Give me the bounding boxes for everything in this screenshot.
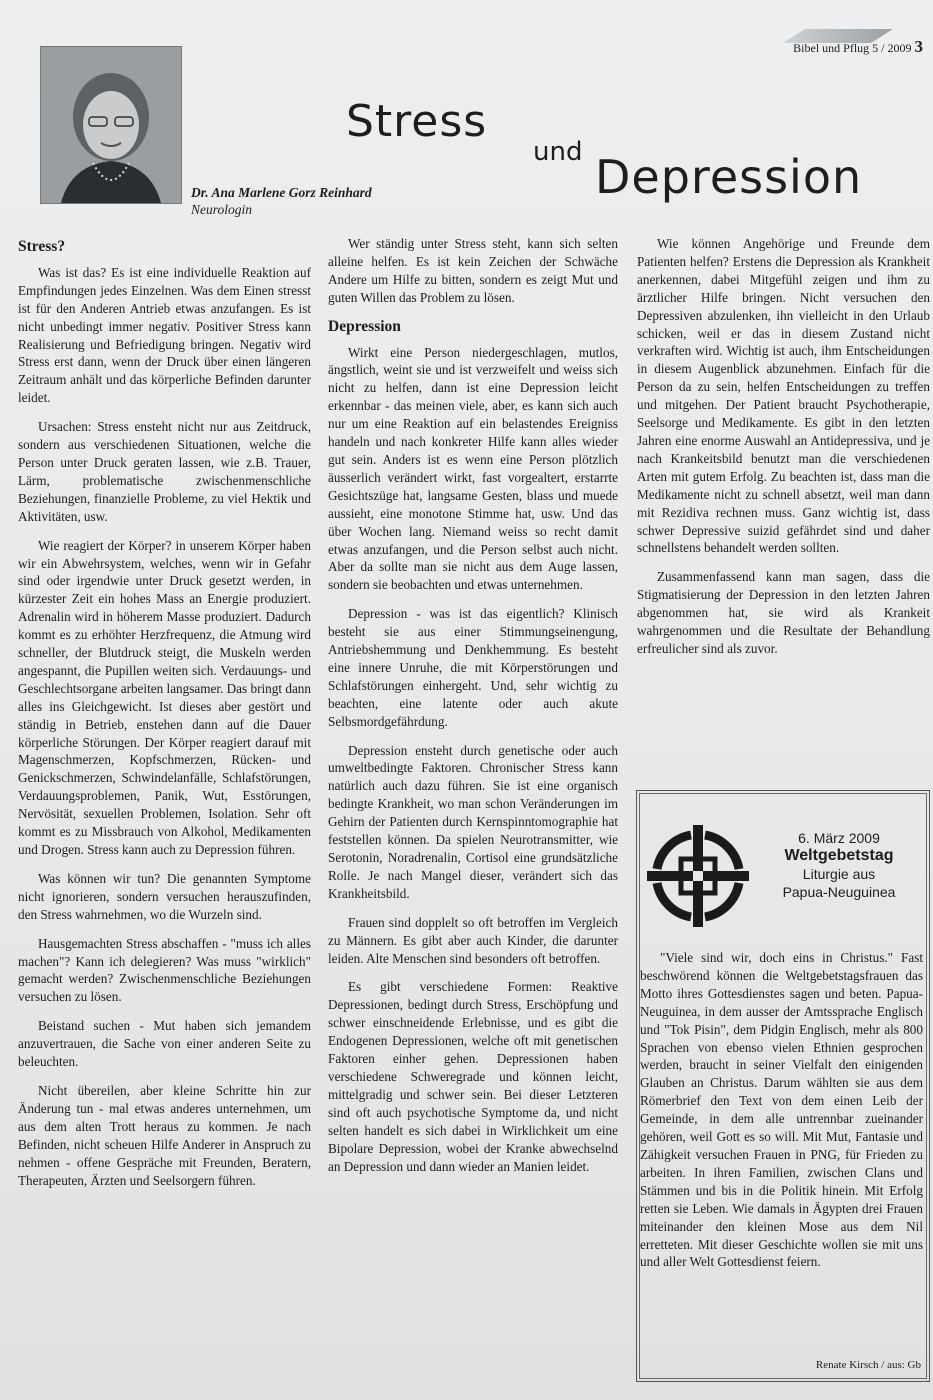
paragraph: Depression - was ist das eigentlich? Klinisch besteht sie aus einer Stimmungseinengung, Antriebshemmung und Denkhemmung. Es besteht eine innere Unruhe, die mit Körperstörungen und Schlafstörungen einhergeht. Und, sehr wichtig zu beachten, eine latente oder auch akute Selbsmordgefährdung. [328,606,618,729]
paragraph: Ursachen: Stress ensteht nicht nur aus Zeitdruck, sondern aus verschiedenen Situationen, welche die Person unter Druck geraten lassen, wie z.B. Trauer, Lärm, problematische zwischenmenschliche Beziehungen, finanzielle Probleme, zu viel Hektik und Aktivitäten, usw. [18,419,311,524]
paragraph: Wer ständig unter Stress steht, kann sich selten alleine helfen. Es ist kein Zeichen der Schwäche Andere um Hilfe zu bitten, sondern es zeigt Mut und guten Willen das Problem zu lösen. [328,236,618,305]
box-date: 6. März 2009 [798,830,880,846]
section-heading-stress: Stress? [18,238,66,255]
paragraph: Was können wir tun? Die genannten Symptome nicht ignorieren, sondern versuchen herauszufinden, den Stress wahrnehmen, wo die Wurzeln sind. [18,870,311,922]
paragraph: Zusammenfassend kann man sagen, dass die Stigmatisierung der Depression in den letzten Jahren abgenommen hat, sie wird als Krankeit wahrgenommen und die Resultate der Behandlung erfreulicher sind als zuvor. [637,569,930,656]
author-role: Neurologin [191,202,253,217]
page-header [723,27,923,57]
cross-circle-emblem-icon [643,821,753,931]
paragraph: Wie können Angehörige und Freunde dem Patienten helfen? Erstens die Depression als Krankheit anerkennen, dabei Mitgefühl zeigen und ihm zu ärztlicher Hilfe bringen. Nicht versuchen den Depressiven abzulenken, ihn vielleicht in den Urlaub schicken, weil er das in diesem Zustand nicht verkraften wird. Wichtig ist auch, ihm Entscheidungen in diesem Augenblick abzunehmen. Einfach für die Person da zu sein, helfen Entscheidungen zu treffen und mitgehen. Der Patient braucht Psychotherapie, Seelsorge und Medikamente. Es gibt in den letzten Jahren eine enorme Auswahl an Antidepressiva, und je nach Krankeitsbild benutzt man die verschiedenen Arten mit gutem Erfolg. Zu beachten ist, dass man die Medikamente nicht zu schnell absetzt, weil man dann mit Rezidiva rechnen muss. Ganz wichtig ist, dass schwer Depressive suizid gefährdet sind und daher schnellstens behandelt werden sollten. [637,236,930,556]
paragraph: Beistand suchen - Mut haben sich jemandem anzuvertrauen, die Sache von einer anderen Seite zu beleuchten. [18,1018,311,1070]
column-2 [328,235,618,1186]
column-3 [637,235,930,669]
paragraph: Hausgemachten Stress abschaffen - "muss ich alles machen"? Kann ich delegieren? Was muss "wirklich" gemacht werden? Zwischenmenschliche Beziehungen versuchen zu lösen. [18,935,311,1005]
paragraph: Nicht übereilen, aber kleine Schritte hin zur Änderung tun - mal etwas anderes unternehmen, um aus dem alten Trott heraus zu kommen. Je nach Befinden, nicht scheuen Hilfe Anderer in Anspruch zu nehmen - offene Gespräche mit Freunden, Beratern, Therapeuten, Ärzten und Seelsorgern führen. [18,1082,311,1188]
author-name: Dr. Ana Marlene Gorz Reinhard [191,185,372,200]
box-body [640,949,923,1271]
box-heading [755,829,923,901]
author-byline [191,184,372,218]
paragraph: Frauen sind dopplelt so oft betroffen im Vergleich zu Männern. Es gibt aber auch Kinder, die darunter leiden. Alte Menschen sind besonders oft betroffen. [328,914,618,966]
box-title: Weltgebetstag [784,847,894,864]
weltgebetstag-box [636,790,930,1382]
page-number: 3 [914,37,923,56]
headline-depression: Depression [595,150,863,204]
section-heading-depression: Depression [328,317,401,335]
column-1 [18,238,311,1200]
paragraph: Depression ensteht durch genetische oder auch umweltbedingte Faktoren. Chronischer Stress kann natürlich auch dazu führen. Sie ist eine organisch bedingte Krankheit, wo man schon Veränderungen im Gehirn der Patienten durch Kernspinntomographie hat feststellen können. Da spielen Neurotransmitter, wie Serotonin, Noradrenalin, Cortisol eine grundsätzliche Rolle. Je nach Mangel dieser, verändert sich das Krankheitsbild. [328,742,618,901]
paragraph: Wirkt eine Person niedergeschlagen, mutlos, ängstlich, weint sie und ist verzweifelt und weiss sich nicht zu helfen, dann ist eine Depression leicht erkennbar - das meinen viele, aber, es kann sich auch nur um eine Reaktion auf ein belastendes Ereigniss handeln und nach konkreter Hilfe kann alles wieder gut sein. Anders ist es wenn eine Person plötzlich äusserlich verändert wirkt, fast vorgealtert, erstarrte Gesichtszüge hat, langsame Gesten, blass und muede aussieht, eine monotone Stimme hat, usw. Und das über Wochen lang. Niemand weiss so recht damit etwas anzufangen, und die Person selbst auch nicht. Aber da sollte man sie nicht aus dem Auge lassen, sondern sie beobachten und etwas unternehmen. [328,344,618,593]
paragraph: Wie reagiert der Körper? in unserem Körper haben wir ein Abwehrsystem, welches, wenn wir in Gefahr sind oder irgendwie unter Druck gesetzt werden, in kürzester Zeit ein hohes Mass an Energie produziert. Adrenalin wird in höherem Masse produziert. Dadurch kommt es zu erhöhter Herzfrequenz, die Atmung wird schneller, der Blutdruck steigt, die Muskeln werden angespannt, die Pupillen weiten sich. Verdauungs- und Geschlechtsorgane arbeiten langsamer. Das bringt dann alles ins Gleichgewicht. Ist dieses aber gestört und ständig in Betrieb, enstehen dann auf die Dauer körperliche Störungen. Der Körper reagiert darauf mit Magenschmerzen, Kopfschmerzen, Rücken- und Genickschmerzen, Schwindelanfälle, Schlafstörungen, Verdauungsproblemen, Panik, Wut, Esstörungen, Nervösität, sexuellen Problemen, Isolation. Sehr oft kommt es zu Missbrauch von Alkohol, Medikamenten und Drogen. Stress kann auch zu Depression führen. [18,537,311,857]
paragraph: Es gibt verschiedene Formen: Reaktive Depressionen, bedingt durch Stress, Erschöpfung und schwer einschneidende Erlebnisse, und es gibt die Endogenen Depressionen, welche oft mit genetischen Faktoren einher gehen. Depressionen haben verschiedene Schweregrade und können leicht, mittelgradig und schwer sein. Bei dieser Letzteren sind oft auch psychotische Symptome da, und nicht selten handelt es sich dabei in Wirklichkeit um eine Bipolare Depression, wobei der Kranke abwechselnd an Depression und dann wieder an Manien leidet. [328,979,618,1174]
header-text [793,37,923,57]
headline-und: und [533,137,583,167]
box-paragraph: "Viele sind wir, doch eins in Christus." Fast beschwörend können die Weltgebetstagsfrauen das Motto ihres Gottesdienstes sagen und beten. Papua-Neuguinea, in dem ausser der Amtssprache Englisch und "Tok Pisin", dem Pidgin Englisch, mehr als 800 Sprachen von ebenso vielen Ethnien gesprochen werden, braucht in seiner Vielfalt den einigenden Glauben an Christus. Darum wählten sie aus dem Römerbrief den Text von dem einen Leib der Gemeinde, in dem alle untrennbar zueinander gehören, weil Gott es so will. Mit Mut, Fantasie und Zähigkeit versuchen Frauen in PNG, für Frieden zu arbeiten. In ihren Familien, zwischen Clans und Stämmen und bis in die Politik hinein. Mit Erfolg retten sie Leben. Wie damals in Ägypten drei Frauen miteinander den kleinen Mose aus dem Nil erretteten. Mit dieser Geschichte wollen sie mit uns und aller Welt Gottesdienst feiern. [640,950,923,1270]
portrait-image [41,47,181,203]
author-photo [40,46,182,204]
paragraph: Was ist das? Es ist eine individuelle Reaktion auf Empfindungen jedes Einzelnen. Was dem Einen stresst ist für den Anderen Antrieb etwas anzufangen. Es ist nicht unbedingt immer negativ. Positiver Stress kann Realisierung und Befriedigung bringen. Negativ wird Stress erst dann, wenn der Druck über einen längeren Zeitraum anhält und das körperliche Befinden darunter leidet. [18,264,311,406]
box-subtitle-line1: Liturgie aus [802,866,876,882]
box-credit: Renate Kirsch / aus: Gb [815,1359,921,1371]
headline-stress: Stress [346,96,488,147]
box-subtitle-line2: Papua-Neuguinea [782,884,896,900]
magazine-name: Bibel und Pflug 5 / 2009 [793,41,912,55]
